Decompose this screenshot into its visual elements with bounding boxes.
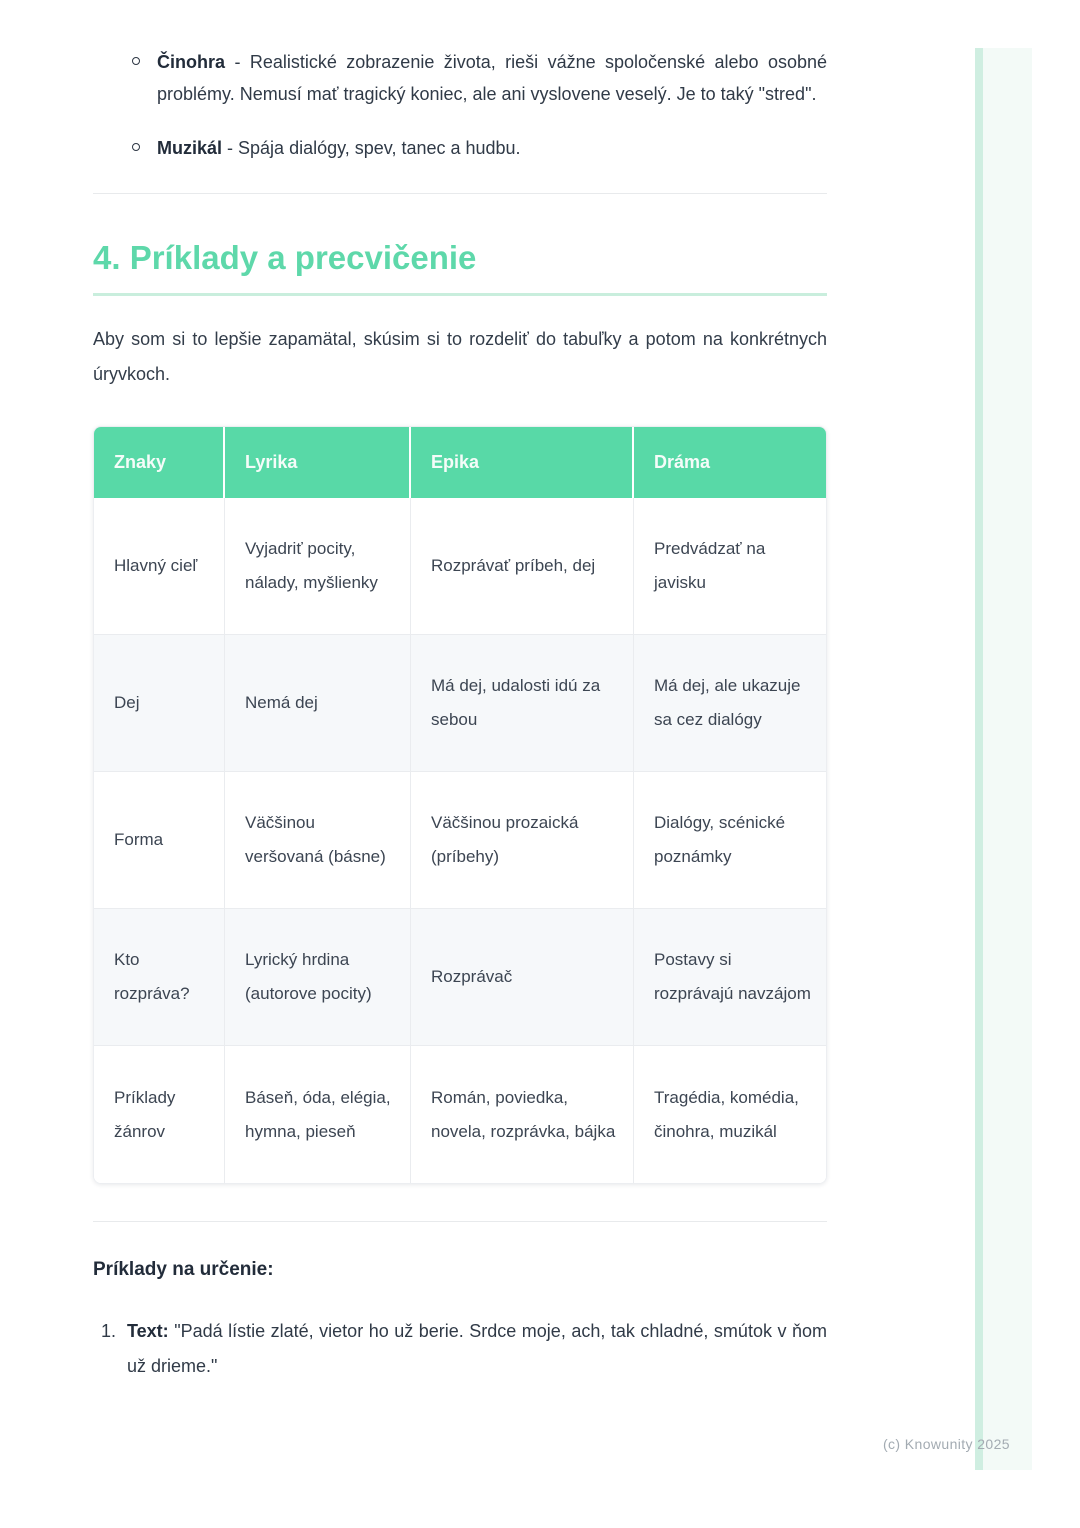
section-heading: 4. Príklady a precvičenie xyxy=(93,238,827,296)
table-header-cell: Znaky xyxy=(94,427,225,498)
example-label: Text: xyxy=(127,1321,169,1341)
table-cell: Dej xyxy=(94,635,225,772)
bullet-item xyxy=(93,132,827,164)
table-header-cell: Dráma xyxy=(634,427,827,498)
right-accent-bar xyxy=(975,48,983,1470)
table-cell: Rozprávať príbeh, dej xyxy=(411,498,634,635)
bullet-list xyxy=(93,0,827,164)
table-cell: Kto rozpráva? xyxy=(94,909,225,1046)
table-row xyxy=(94,1046,827,1183)
right-accent-panel xyxy=(983,48,1032,1470)
genres-table xyxy=(93,426,827,1184)
table-header-cell: Epika xyxy=(411,427,634,498)
circle-bullet-icon xyxy=(132,143,140,151)
table-cell: Nemá dej xyxy=(225,635,411,772)
example-number: 1. xyxy=(101,1321,117,1341)
table-row xyxy=(94,498,827,635)
bullet-item xyxy=(93,46,827,110)
section-divider xyxy=(93,1221,827,1222)
table-cell: Dialógy, scénické poznámky xyxy=(634,772,827,909)
table-cell: Má dej, udalosti idú za sebou xyxy=(411,635,634,772)
table-row xyxy=(94,909,827,1046)
table-cell: Báseň, óda, elégia, hymna, pieseň xyxy=(225,1046,411,1183)
table-header-cell: Lyrika xyxy=(225,427,411,498)
example-item xyxy=(93,1314,827,1384)
table-cell: Predvádzať na javisku xyxy=(634,498,827,635)
bullet-term: Muzikál xyxy=(157,138,223,158)
circle-bullet-icon xyxy=(132,57,140,65)
bullet-text: - Spája dialógy, spev, tanec a hudbu. xyxy=(227,138,521,158)
table-cell: Postavy si rozprávajú navzájom xyxy=(634,909,827,1046)
footer-credit: (c) Knowunity 2025 xyxy=(882,1436,1010,1452)
table-cell: Forma xyxy=(94,772,225,909)
table-cell: Príklady žánrov xyxy=(94,1046,225,1183)
page-content xyxy=(93,0,827,1384)
table-cell: Väčšinou veršovaná (básne) xyxy=(225,772,411,909)
bullet-text: - Realistické zobrazenie života, rieši vážne spoločenské alebo osobné problémy. Nemusí mať tragický koniec, ale ani vyslovene veselý. Je to taký "stred". xyxy=(157,52,827,104)
bullet-term: Činohra xyxy=(157,52,226,72)
table-cell: Vyjadriť pocity, nálady, myšlienky xyxy=(225,498,411,635)
table-cell: Lyrický hrdina (autorove pocity) xyxy=(225,909,411,1046)
table-row xyxy=(94,772,827,909)
intro-paragraph: Aby som si to lepšie zapamätal, skúsim si to rozdeliť do tabuľky a potom na konkrétnych úryvkoch. xyxy=(93,329,827,384)
section-divider xyxy=(93,193,827,194)
table-cell: Tragédia, komédia, činohra, muzikál xyxy=(634,1046,827,1183)
examples-heading: Príklady na určenie: xyxy=(93,1259,274,1280)
table-row xyxy=(94,635,827,772)
example-text: "Padá lístie zlaté, vietor ho už berie. Srdce moje, ach, tak chladné, smútok v ňom už drieme." xyxy=(127,1321,827,1376)
table-cell: Hlavný cieľ xyxy=(94,498,225,635)
table-cell: Má dej, ale ukazuje sa cez dialógy xyxy=(634,635,827,772)
examples-list xyxy=(93,1314,827,1384)
table-cell: Román, poviedka, novela, rozprávka, bájka xyxy=(411,1046,634,1183)
table-cell: Rozprávač xyxy=(411,909,634,1046)
table-cell: Väčšinou prozaická (príbehy) xyxy=(411,772,634,909)
table-header-row xyxy=(94,427,827,498)
